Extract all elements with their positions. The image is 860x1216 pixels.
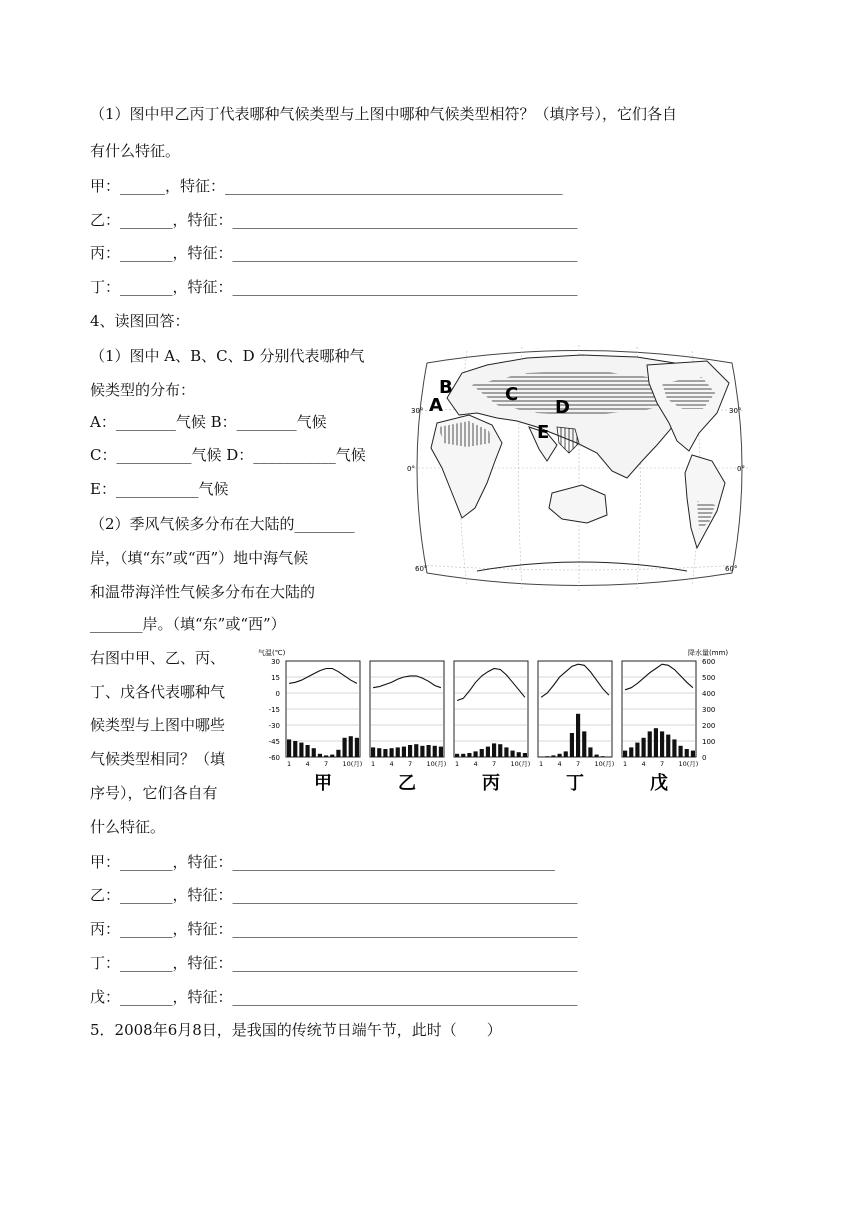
lat-label: 30° — [411, 407, 424, 415]
blank[interactable]: _______ — [120, 954, 173, 972]
precip-bar — [480, 749, 484, 757]
climate-charts — [258, 645, 738, 800]
x-tick-label: 4 — [473, 760, 478, 768]
blank[interactable]: _______ — [120, 211, 173, 229]
x-tick-label: 1 — [287, 760, 292, 768]
precip-bar — [576, 714, 580, 757]
x-tick-label: 1 — [371, 760, 376, 768]
precip-bar — [396, 747, 400, 757]
precip-bar — [299, 743, 303, 757]
q3-sub1-line2: 有什么特征。 — [90, 142, 181, 160]
precip-bar — [427, 745, 431, 757]
temp-line — [457, 669, 525, 701]
q4-sub3-a: 右图中甲、乙、丙、 — [90, 649, 226, 667]
precip-axis-label: 降水量(mm) — [688, 649, 729, 657]
chart-series-label: 甲 — [314, 773, 332, 794]
row-label: 丙： — [90, 244, 121, 262]
feature-label: ，特征： — [165, 177, 226, 195]
q4-answer-row — [90, 987, 578, 1007]
feature-blank[interactable]: ______________________________________________ — [232, 920, 578, 938]
precip-bar — [439, 747, 443, 757]
feature-blank[interactable]: ______________________________________________ — [232, 244, 578, 262]
x-tick-label: 10(月) — [594, 760, 615, 768]
monsoon-zone — [557, 427, 579, 453]
precip-tick-label: 100 — [702, 738, 716, 746]
q3-answer-row — [90, 176, 563, 196]
row-label: 甲： — [90, 853, 121, 871]
precip-bar — [371, 747, 375, 757]
precip-bar — [420, 746, 424, 757]
precip-bar — [402, 747, 406, 757]
x-tick-label: 4 — [641, 760, 646, 768]
precip-tick-label: 200 — [702, 722, 716, 730]
precip-bar — [654, 728, 658, 757]
q4-sub3-c: 候类型与上图中哪些 — [90, 716, 226, 734]
lat-label: 0° — [407, 465, 415, 473]
x-tick-label: 1 — [623, 760, 628, 768]
q4-sub3-e: 序号），它们各自有 — [90, 784, 218, 802]
australia-landmass — [549, 485, 607, 523]
x-tick-label: 7 — [492, 760, 497, 768]
feature-label: ，特征： — [172, 988, 233, 1006]
temp-tick-label: -30 — [268, 722, 280, 730]
x-tick-label: 10(月) — [426, 760, 447, 768]
precip-tick-label: 600 — [702, 658, 716, 666]
precip-bar — [377, 748, 381, 757]
temp-axis-label: 气温(℃) — [258, 649, 286, 657]
world-climate-map — [407, 343, 752, 593]
precip-bar — [349, 736, 353, 757]
precip-bar — [595, 755, 599, 757]
blank[interactable]: _______ — [120, 988, 173, 1006]
q3-answer-row — [90, 210, 578, 230]
precip-bar — [293, 741, 297, 757]
x-tick-label: 4 — [557, 760, 562, 768]
precip-bar — [558, 754, 562, 757]
chart-series-label: 乙 — [398, 773, 416, 794]
south-america-landmass — [685, 455, 725, 548]
q5-text: 5．2008年6月8日，是我国的传统节日端午节，此时（ ） — [90, 1021, 502, 1039]
x-tick-label: 7 — [660, 760, 665, 768]
x-tick-label: 1 — [455, 760, 460, 768]
lat-label: 60° — [415, 565, 428, 573]
blank[interactable]: _______ — [120, 853, 173, 871]
chart-series-label: 戊 — [650, 773, 668, 794]
precip-bar — [287, 739, 291, 757]
precip-bar — [672, 739, 676, 757]
q4-sub1-b: 候类型的分布： — [90, 381, 196, 399]
precip-bar — [523, 753, 527, 757]
precip-bar — [666, 735, 670, 757]
precip-bar — [318, 754, 322, 757]
blank[interactable]: _______ — [120, 278, 173, 296]
x-tick-label: 7 — [576, 760, 581, 768]
q4-sub3-b: 丁、戊各代表哪种气 — [90, 683, 226, 701]
q4-line-a: A：________气候 B：________气候 — [90, 413, 327, 431]
q4-sub1-a: （1）图中 A、B、C、D 分别代表哪种气 — [90, 347, 365, 365]
q3-sub1-line1: （1）图中甲乙丙丁代表哪种气候类型与上图中哪种气候类型相符？（填序号），它们各自 — [90, 105, 678, 123]
q4-sub3-f: 什么特征。 — [90, 818, 166, 836]
precip-bar — [486, 747, 490, 757]
climate-chart-svg — [258, 645, 738, 800]
q4-sub2-b: 岸，（填“东”或“西”）地中海气候 — [90, 549, 309, 567]
x-tick-label: 4 — [389, 760, 394, 768]
precip-bar — [570, 733, 574, 757]
feature-blank[interactable]: ______________________________________________ — [232, 886, 578, 904]
q4-answer-row — [90, 885, 578, 905]
x-tick-label: 7 — [408, 760, 413, 768]
precip-bar — [564, 751, 568, 757]
q4-sub2-c: 和温带海洋性气候多分布在大陆的 — [90, 583, 316, 601]
precip-tick-label: 300 — [702, 706, 716, 714]
precip-bar — [492, 743, 496, 757]
temp-line — [541, 664, 609, 697]
feature-label: ，特征： — [172, 954, 233, 972]
feature-blank[interactable]: ___________________________________________ — [232, 853, 556, 871]
feature-blank[interactable]: ______________________________________________ — [232, 278, 578, 296]
lat-label: 30° — [729, 407, 742, 415]
precip-bar — [660, 731, 664, 757]
q4-sub2-a: （2）季风气候多分布在大陆的________ — [90, 515, 355, 533]
map-letter-e: E — [537, 422, 550, 443]
feature-blank[interactable]: _____________________________________________ — [225, 177, 563, 195]
map-svg — [407, 343, 752, 593]
feature-blank[interactable]: ______________________________________________ — [232, 954, 578, 972]
feature-label: ，特征： — [172, 211, 233, 229]
q4-answer-row — [90, 919, 578, 939]
temp-tick-label: -60 — [268, 754, 280, 762]
q4-title: 4、读图回答： — [90, 312, 190, 330]
feature-label: ，特征： — [172, 886, 233, 904]
precip-bar — [517, 752, 521, 757]
precip-tick-label: 0 — [702, 754, 707, 762]
precip-bar — [336, 750, 340, 757]
feature-label: ，特征： — [172, 244, 233, 262]
precip-bar — [408, 745, 412, 757]
row-label: 乙： — [90, 886, 121, 904]
feature-label: ，特征： — [172, 853, 233, 871]
precip-bar — [635, 743, 639, 757]
row-label: 戊： — [90, 988, 121, 1006]
x-tick-label: 10(月) — [342, 760, 363, 768]
q4-line-e: E：___________气候 — [90, 480, 229, 498]
blank[interactable]: _______ — [120, 920, 173, 938]
temp-line — [373, 676, 441, 688]
precip-bar — [623, 751, 627, 757]
precip-bar — [324, 755, 328, 757]
precip-bar — [601, 756, 605, 757]
precip-tick-label: 400 — [702, 690, 716, 698]
q4-sub3-d: 气候类型相同？（填 — [90, 750, 226, 768]
precip-bar — [551, 755, 555, 757]
blank[interactable]: ______ — [120, 177, 166, 195]
x-tick-label: 10(月) — [678, 760, 699, 768]
precip-bar — [343, 738, 347, 757]
temp-tick-label: -45 — [268, 738, 280, 746]
precip-bar — [648, 731, 652, 757]
row-label: 丁： — [90, 954, 121, 972]
blank[interactable]: _______ — [120, 886, 173, 904]
temp-tick-label: 0 — [275, 690, 280, 698]
x-tick-label: 1 — [539, 760, 544, 768]
precip-bar — [474, 751, 478, 757]
row-label: 甲： — [90, 177, 121, 195]
temp-tick-label: 15 — [271, 674, 280, 682]
map-letter-a: A — [429, 395, 443, 416]
precip-bar — [504, 747, 508, 757]
precip-bar — [498, 744, 502, 757]
row-label: 乙： — [90, 211, 121, 229]
q4-line-c: C：__________气候 D：___________气候 — [90, 446, 366, 464]
map-letter-b: B — [439, 377, 453, 398]
feature-blank[interactable]: ______________________________________________ — [232, 988, 578, 1006]
lat-label: 60° — [725, 565, 738, 573]
precip-bar — [312, 748, 316, 757]
precip-bar — [461, 754, 465, 757]
feature-label: ，特征： — [172, 920, 233, 938]
row-label: 丁： — [90, 278, 121, 296]
precip-bar — [355, 738, 359, 757]
precip-bar — [330, 755, 334, 757]
precip-bar — [433, 746, 437, 757]
blank[interactable]: _______ — [120, 244, 173, 262]
temp-tick-label: 30 — [271, 658, 280, 666]
feature-label: ，特征： — [172, 278, 233, 296]
precip-bar — [383, 749, 387, 757]
feature-blank[interactable]: ______________________________________________ — [232, 211, 578, 229]
precip-bar — [390, 748, 394, 757]
precip-bar — [455, 754, 459, 757]
q3-answer-row — [90, 277, 578, 297]
temp-tick-label: -15 — [268, 706, 280, 714]
q3-answer-row — [90, 243, 578, 263]
x-tick-label: 7 — [324, 760, 329, 768]
antarctica-landmass — [477, 562, 687, 571]
precip-bar — [642, 738, 646, 757]
precip-tick-label: 500 — [702, 674, 716, 682]
chart-series-label: 丁 — [566, 773, 584, 794]
precip-bar — [679, 746, 683, 757]
precip-bar — [629, 747, 633, 757]
map-letter-d: D — [555, 397, 570, 418]
precip-bar — [588, 747, 592, 757]
q4-sub2-d: _______岸。（填“东”或“西”） — [90, 615, 286, 633]
precip-bar — [467, 753, 471, 757]
row-label: 丙： — [90, 920, 121, 938]
precip-bar — [414, 744, 418, 757]
q4-answer-row — [90, 953, 578, 973]
lat-label: 0° — [737, 465, 745, 473]
precip-bar — [511, 751, 515, 757]
precip-bar — [306, 745, 310, 757]
precip-bar — [545, 756, 549, 757]
map-letter-c: C — [505, 384, 519, 405]
precip-bar — [691, 751, 695, 757]
x-tick-label: 4 — [305, 760, 310, 768]
q4-answer-row — [90, 852, 555, 872]
precip-bar — [582, 731, 586, 757]
chart-series-label: 丙 — [482, 773, 500, 794]
temp-line — [289, 669, 357, 684]
x-tick-label: 10(月) — [510, 760, 531, 768]
precip-bar — [685, 749, 689, 757]
